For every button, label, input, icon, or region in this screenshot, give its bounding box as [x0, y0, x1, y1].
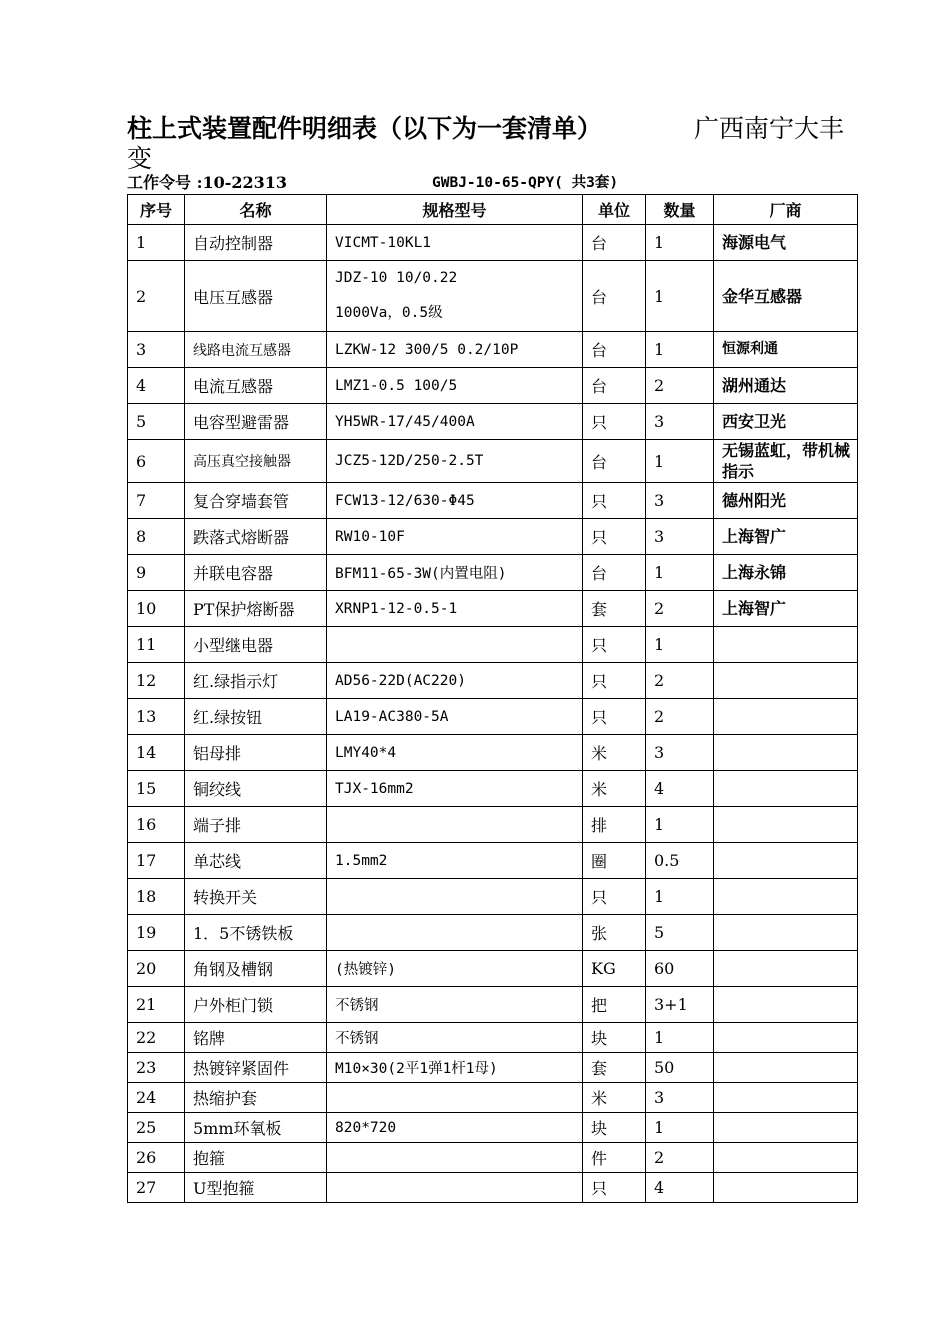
cell-name: 复合穿墙套管	[185, 483, 327, 519]
cell-unit: 米	[583, 1083, 646, 1113]
cell-maker: 德州阳光	[714, 483, 858, 519]
cell-qty: 5	[646, 915, 714, 951]
cell-no: 4	[128, 368, 185, 404]
cell-maker	[714, 1113, 858, 1143]
cell-maker	[714, 1053, 858, 1083]
cell-name: 红.绿指示灯	[185, 663, 327, 699]
cell-qty: 2	[646, 368, 714, 404]
header-maker: 厂商	[714, 195, 858, 225]
cell-qty: 1	[646, 555, 714, 591]
title-main: 柱上式装置配件明细表（以下为一套清单）	[127, 114, 603, 143]
cell-maker: 海源电气	[714, 225, 858, 261]
cell-maker	[714, 987, 858, 1023]
cell-unit: 只	[583, 404, 646, 440]
cell-spec	[327, 879, 583, 915]
cell-no: 21	[128, 987, 185, 1023]
table-row	[128, 404, 858, 440]
table-row	[128, 1173, 858, 1203]
cell-spec: M10×30(2平1弹1杆1母)	[327, 1053, 583, 1083]
cell-no: 3	[128, 332, 185, 368]
cell-spec: 820*720	[327, 1113, 583, 1143]
cell-name: 转换开关	[185, 879, 327, 915]
cell-unit: 台	[583, 555, 646, 591]
cell-spec	[327, 807, 583, 843]
cell-qty: 1	[646, 332, 714, 368]
cell-maker	[714, 807, 858, 843]
table-row	[128, 368, 858, 404]
cell-no: 6	[128, 440, 185, 483]
cell-qty: 3	[646, 519, 714, 555]
cell-maker	[714, 1023, 858, 1053]
cell-unit: 只	[583, 663, 646, 699]
cell-name: 户外柜门锁	[185, 987, 327, 1023]
cell-qty: 0.5	[646, 843, 714, 879]
cell-qty: 1	[646, 440, 714, 483]
cell-qty: 1	[646, 879, 714, 915]
cell-spec: (热镀锌)	[327, 951, 583, 987]
cell-no: 24	[128, 1083, 185, 1113]
table-row	[128, 663, 858, 699]
cell-maker	[714, 879, 858, 915]
cell-maker	[714, 699, 858, 735]
cell-spec	[327, 1143, 583, 1173]
cell-spec: 不锈钢	[327, 987, 583, 1023]
table-row	[128, 519, 858, 555]
header-name: 名称	[185, 195, 327, 225]
cell-name: 单芯线	[185, 843, 327, 879]
cell-maker	[714, 951, 858, 987]
cell-qty: 4	[646, 771, 714, 807]
cell-maker	[714, 771, 858, 807]
cell-unit: KG	[583, 951, 646, 987]
cell-spec: XRNP1-12-0.5-1	[327, 591, 583, 627]
cell-spec: TJX-16mm2	[327, 771, 583, 807]
cell-qty: 1	[646, 261, 714, 332]
cell-spec: YH5WR-17/45/400A	[327, 404, 583, 440]
cell-unit: 套	[583, 1053, 646, 1083]
table-header-row	[128, 195, 858, 225]
cell-spec: AD56-22D(AC220)	[327, 663, 583, 699]
header-spec: 规格型号	[327, 195, 583, 225]
cell-no: 15	[128, 771, 185, 807]
cell-qty: 4	[646, 1173, 714, 1203]
cell-name: 铝母排	[185, 735, 327, 771]
parts-table	[127, 194, 858, 1203]
cell-unit: 把	[583, 987, 646, 1023]
table-row	[128, 771, 858, 807]
cell-name: 红.绿按钮	[185, 699, 327, 735]
table-row	[128, 1113, 858, 1143]
cell-no: 9	[128, 555, 185, 591]
cell-qty: 1	[646, 807, 714, 843]
cell-qty: 2	[646, 663, 714, 699]
table-row	[128, 807, 858, 843]
cell-no: 22	[128, 1023, 185, 1053]
table-row	[128, 1023, 858, 1053]
cell-name: 线路电流互感器	[185, 332, 327, 368]
cell-spec: JDZ-10 10/0.22 1000Va，0.5级	[327, 261, 583, 332]
cell-spec	[327, 1173, 583, 1203]
table-row	[128, 1083, 858, 1113]
cell-no: 5	[128, 404, 185, 440]
cell-no: 16	[128, 807, 185, 843]
header-no: 序号	[128, 195, 185, 225]
cell-spec: FCW13-12/630-Φ45	[327, 483, 583, 519]
cell-unit: 只	[583, 627, 646, 663]
cell-qty: 2	[646, 699, 714, 735]
cell-no: 1	[128, 225, 185, 261]
cell-no: 8	[128, 519, 185, 555]
cell-unit: 台	[583, 225, 646, 261]
cell-unit: 件	[583, 1143, 646, 1173]
cell-no: 19	[128, 915, 185, 951]
cell-maker	[714, 915, 858, 951]
cell-no: 2	[128, 261, 185, 332]
cell-qty: 3	[646, 1083, 714, 1113]
cell-qty: 1	[646, 1113, 714, 1143]
cell-unit: 圈	[583, 843, 646, 879]
cell-name: U型抱箍	[185, 1173, 327, 1203]
cell-maker: 无锡蓝虹，带机械指示	[714, 440, 858, 483]
table-row	[128, 483, 858, 519]
cell-name: 热镀锌紧固件	[185, 1053, 327, 1083]
cell-unit: 只	[583, 879, 646, 915]
table-row	[128, 879, 858, 915]
cell-maker	[714, 627, 858, 663]
cell-spec	[327, 1083, 583, 1113]
cell-spec: 1.5mm2	[327, 843, 583, 879]
table-row	[128, 440, 858, 483]
cell-name: 自动控制器	[185, 225, 327, 261]
cell-qty: 1	[646, 1023, 714, 1053]
table-row	[128, 332, 858, 368]
cell-name: 高压真空接触器	[185, 440, 327, 483]
cell-maker: 上海智广	[714, 519, 858, 555]
cell-spec: RW10-10F	[327, 519, 583, 555]
cell-no: 20	[128, 951, 185, 987]
cell-unit: 台	[583, 332, 646, 368]
cell-no: 17	[128, 843, 185, 879]
product-model: GWBJ-10-65-QPY( 共3套)	[432, 175, 619, 191]
cell-no: 23	[128, 1053, 185, 1083]
cell-unit: 块	[583, 1023, 646, 1053]
cell-name: 跌落式熔断器	[185, 519, 327, 555]
cell-spec: 不锈钢	[327, 1023, 583, 1053]
cell-maker	[714, 1173, 858, 1203]
cell-unit: 只	[583, 519, 646, 555]
cell-qty: 2	[646, 1143, 714, 1173]
cell-unit: 米	[583, 735, 646, 771]
cell-no: 10	[128, 591, 185, 627]
cell-unit: 只	[583, 699, 646, 735]
cell-no: 13	[128, 699, 185, 735]
cell-qty: 3	[646, 483, 714, 519]
cell-qty: 60	[646, 951, 714, 987]
cell-maker: 恒源利通	[714, 332, 858, 368]
cell-name: 并联电容器	[185, 555, 327, 591]
cell-no: 12	[128, 663, 185, 699]
cell-spec	[327, 627, 583, 663]
cell-qty: 1	[646, 627, 714, 663]
cell-unit: 米	[583, 771, 646, 807]
header-qty: 数量	[646, 195, 714, 225]
cell-name: 铭牌	[185, 1023, 327, 1053]
cell-no: 7	[128, 483, 185, 519]
cell-qty: 3+1	[646, 987, 714, 1023]
cell-name: 端子排	[185, 807, 327, 843]
cell-qty: 3	[646, 735, 714, 771]
table-row	[128, 261, 858, 332]
cell-spec: VICMT-10KL1	[327, 225, 583, 261]
cell-maker	[714, 663, 858, 699]
cell-maker: 上海永锦	[714, 555, 858, 591]
table-row	[128, 1053, 858, 1083]
cell-maker	[714, 1083, 858, 1113]
document-title	[127, 114, 867, 173]
cell-name: 电流互感器	[185, 368, 327, 404]
cell-qty: 1	[646, 225, 714, 261]
cell-name: 抱箍	[185, 1143, 327, 1173]
table-row	[128, 843, 858, 879]
cell-unit: 台	[583, 440, 646, 483]
cell-spec: JCZ5-12D/250-2.5T	[327, 440, 583, 483]
table-row	[128, 627, 858, 663]
cell-unit: 台	[583, 261, 646, 332]
cell-unit: 排	[583, 807, 646, 843]
cell-name: 铜绞线	[185, 771, 327, 807]
cell-maker	[714, 735, 858, 771]
cell-name: 小型继电器	[185, 627, 327, 663]
cell-no: 11	[128, 627, 185, 663]
table-row	[128, 1143, 858, 1173]
cell-no: 14	[128, 735, 185, 771]
table-row	[128, 555, 858, 591]
table-row	[128, 987, 858, 1023]
header-unit: 单位	[583, 195, 646, 225]
cell-maker: 西安卫光	[714, 404, 858, 440]
cell-unit: 块	[583, 1113, 646, 1143]
cell-name: 角钢及槽钢	[185, 951, 327, 987]
cell-maker	[714, 1143, 858, 1173]
cell-name: 热缩护套	[185, 1083, 327, 1113]
table-row	[128, 951, 858, 987]
cell-no: 18	[128, 879, 185, 915]
table-row	[128, 915, 858, 951]
cell-no: 27	[128, 1173, 185, 1203]
cell-unit: 台	[583, 368, 646, 404]
cell-spec: LMY40*4	[327, 735, 583, 771]
work-order-number: 工作令号 :10-22313	[127, 173, 288, 192]
cell-qty: 50	[646, 1053, 714, 1083]
table-row	[128, 225, 858, 261]
cell-maker: 上海智广	[714, 591, 858, 627]
table-row	[128, 591, 858, 627]
cell-no: 26	[128, 1143, 185, 1173]
title-company: 广西南宁大丰	[694, 114, 845, 143]
cell-unit: 只	[583, 1173, 646, 1203]
cell-unit: 张	[583, 915, 646, 951]
title-continuation: 变	[127, 144, 153, 173]
cell-name: 1．5不锈铁板	[185, 915, 327, 951]
cell-name: 电容型避雷器	[185, 404, 327, 440]
cell-name: PT保护熔断器	[185, 591, 327, 627]
cell-unit: 只	[583, 483, 646, 519]
table-row	[128, 735, 858, 771]
cell-spec: LMZ1-0.5 100/5	[327, 368, 583, 404]
cell-spec: LA19-AC380-5A	[327, 699, 583, 735]
cell-maker: 湖州通达	[714, 368, 858, 404]
table-row	[128, 699, 858, 735]
cell-maker: 金华互感器	[714, 261, 858, 332]
cell-maker	[714, 843, 858, 879]
cell-no: 25	[128, 1113, 185, 1143]
cell-name: 电压互感器	[185, 261, 327, 332]
cell-unit: 套	[583, 591, 646, 627]
cell-qty: 2	[646, 591, 714, 627]
cell-spec	[327, 915, 583, 951]
cell-name: 5mm环氧板	[185, 1113, 327, 1143]
cell-qty: 3	[646, 404, 714, 440]
cell-spec: BFM11-65-3W(内置电阻)	[327, 555, 583, 591]
cell-spec: LZKW-12 300/5 0.2/10P	[327, 332, 583, 368]
